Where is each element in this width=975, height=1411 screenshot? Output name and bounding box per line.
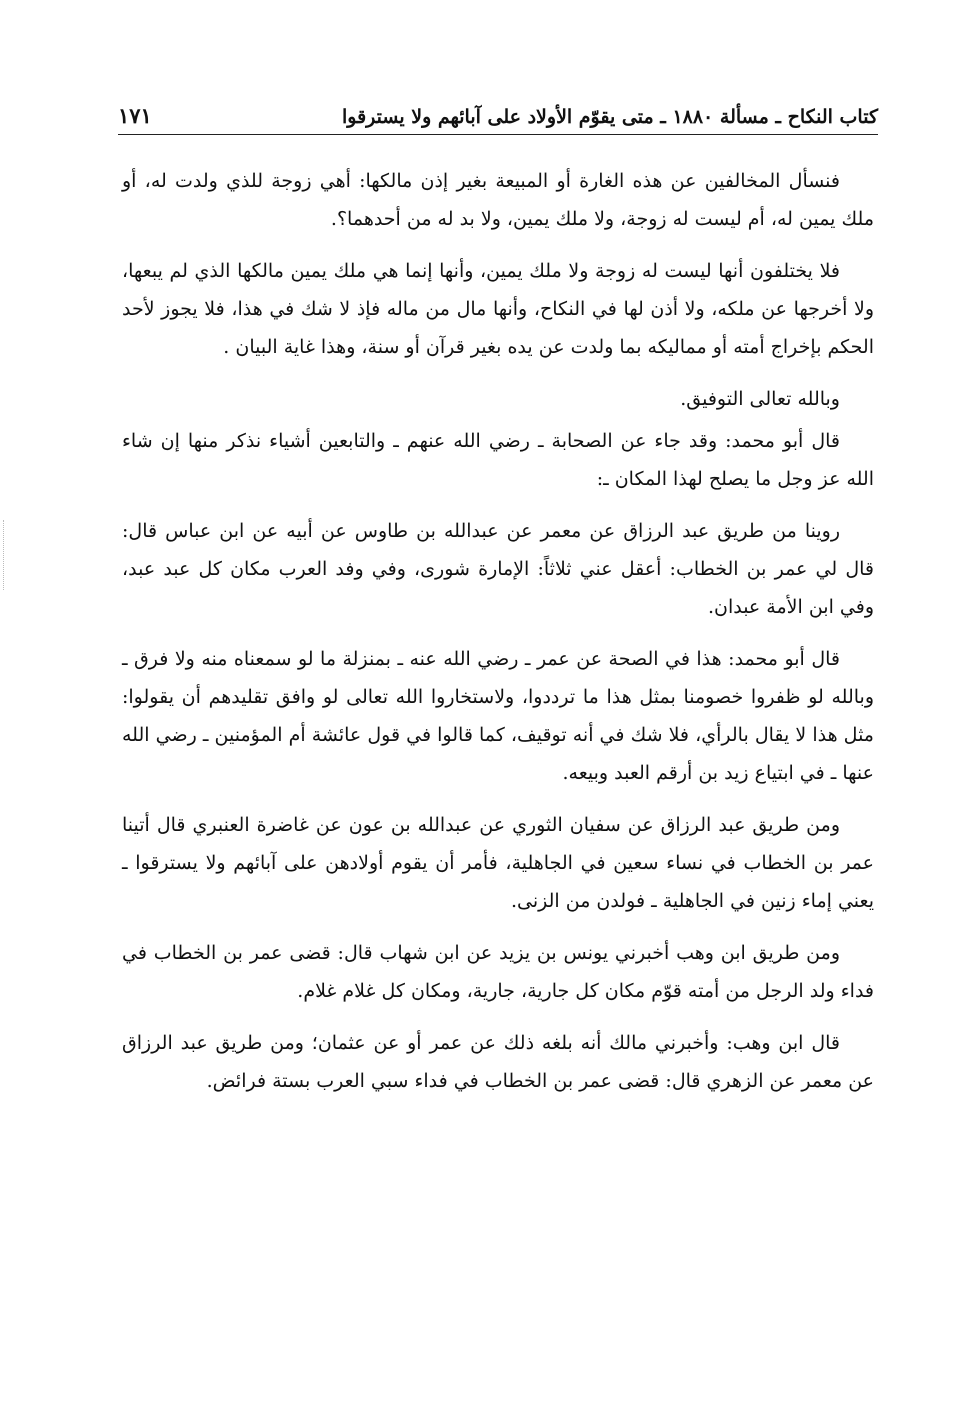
- paragraph: روينا من طريق عبد الرزاق عن معمر عن عبدالله بن طاوس عن أبيه عن ابن عباس قال: قال لي عمر بن الخطاب: أعقل عني ثلاثاً: الإمارة شورى، وفي وفد العرب مكان كل عبد عبد، وفي ابن الأمة عبدان.: [122, 520, 874, 618]
- running-header: [118, 88, 878, 128]
- paragraph: قال أبو محمد: وقد جاء عن الصحابة ـ رضي الله عنهم ـ والتابعين أشياء نذكر منها إن شاء الله عز وجل ما يصلح لهذا المكان ـ:: [122, 430, 874, 490]
- paragraph: قال أبو محمد: هذا في الصحة عن عمر ـ رضي الله عنه ـ بمنزلة ما لو سمعناه منه ولا فرق ـ وبالله لو ظفروا خصومنا بمثل هذا ما ترددوا، ولاستخاروا الله تعالى لو وافق تقليدهم أن يقولوا: مثل هذا لا يقال بالرأي، فلا شك في أنه توقيف، كما قالوا في قول عائشة أم المؤمنين ـ رضي الله عنها ـ في ابتياع زيد بن أرقم العبد وبيعه.: [122, 648, 874, 784]
- paragraph: وبالله تعالى التوفيق.: [680, 388, 840, 410]
- paragraph: ومن طريق عبد الرزاق عن سفيان الثوري عن عبدالله بن عون عن غاضرة العنبري قال أتينا عمر بن الخطاب في نساء سعين في الجاهلية، فأمر أن يقوم أولادهن على آبائهم ولا يسترقوا ـ يعني إماء زنين في الجاهلية ـ فولدن من الزنى.: [122, 814, 874, 912]
- scan-margin-mark: [3, 520, 7, 590]
- page-number: ١٧١: [118, 103, 152, 128]
- header-rule: [118, 134, 878, 135]
- paragraph: قال ابن وهب: وأخبرني مالك أنه بلغه ذلك عن عمر أو عن عثمان؛ ومن طريق عبد الرزاق عن معمر عن الزهري قال: قضى عمر بن الخطاب في فداء سبي العرب بستة فرائض.: [122, 1032, 874, 1092]
- body-text: [122, 162, 874, 1114]
- paragraph: فلا يختلفون أنها ليست له زوجة ولا ملك يمين، وأنها إنما هي ملك يمين مالكها الذي لم يبعها، ولا أخرجها عن ملكه، ولا أذن لها في النكاح، وأنها مال من ماله فإذ لا شك في هذا، فلا يجوز لأحد الحكم بإخراج أمته أو مماليكه بما ولدت عن يده بغير قرآن أو سنة، وهذا غاية البيان .: [122, 260, 874, 358]
- paragraph: فنسأل المخالفين عن هذه الغارة أو المبيعة بغير إذن مالكها: أهي زوجة للذي ولدت له، أو ملك يمين له، أم ليست له زوجة، ولا ملك يمين، ولا بد له من أحدهما؟.: [122, 170, 874, 230]
- paragraph: ومن طريق ابن وهب أخبرني يونس بن يزيد عن ابن شهاب قال: قضى عمر بن الخطاب في فداء ولد الرجل من أمته قوّم مكان كل جارية، جارية، ومكان كل غلام غلام.: [122, 942, 874, 1002]
- header-title: كتاب النكاح ـ مسألة ١٨٨٠ ـ متى يقوّم الأولاد على آبائهم ولا يسترقوا: [341, 106, 878, 128]
